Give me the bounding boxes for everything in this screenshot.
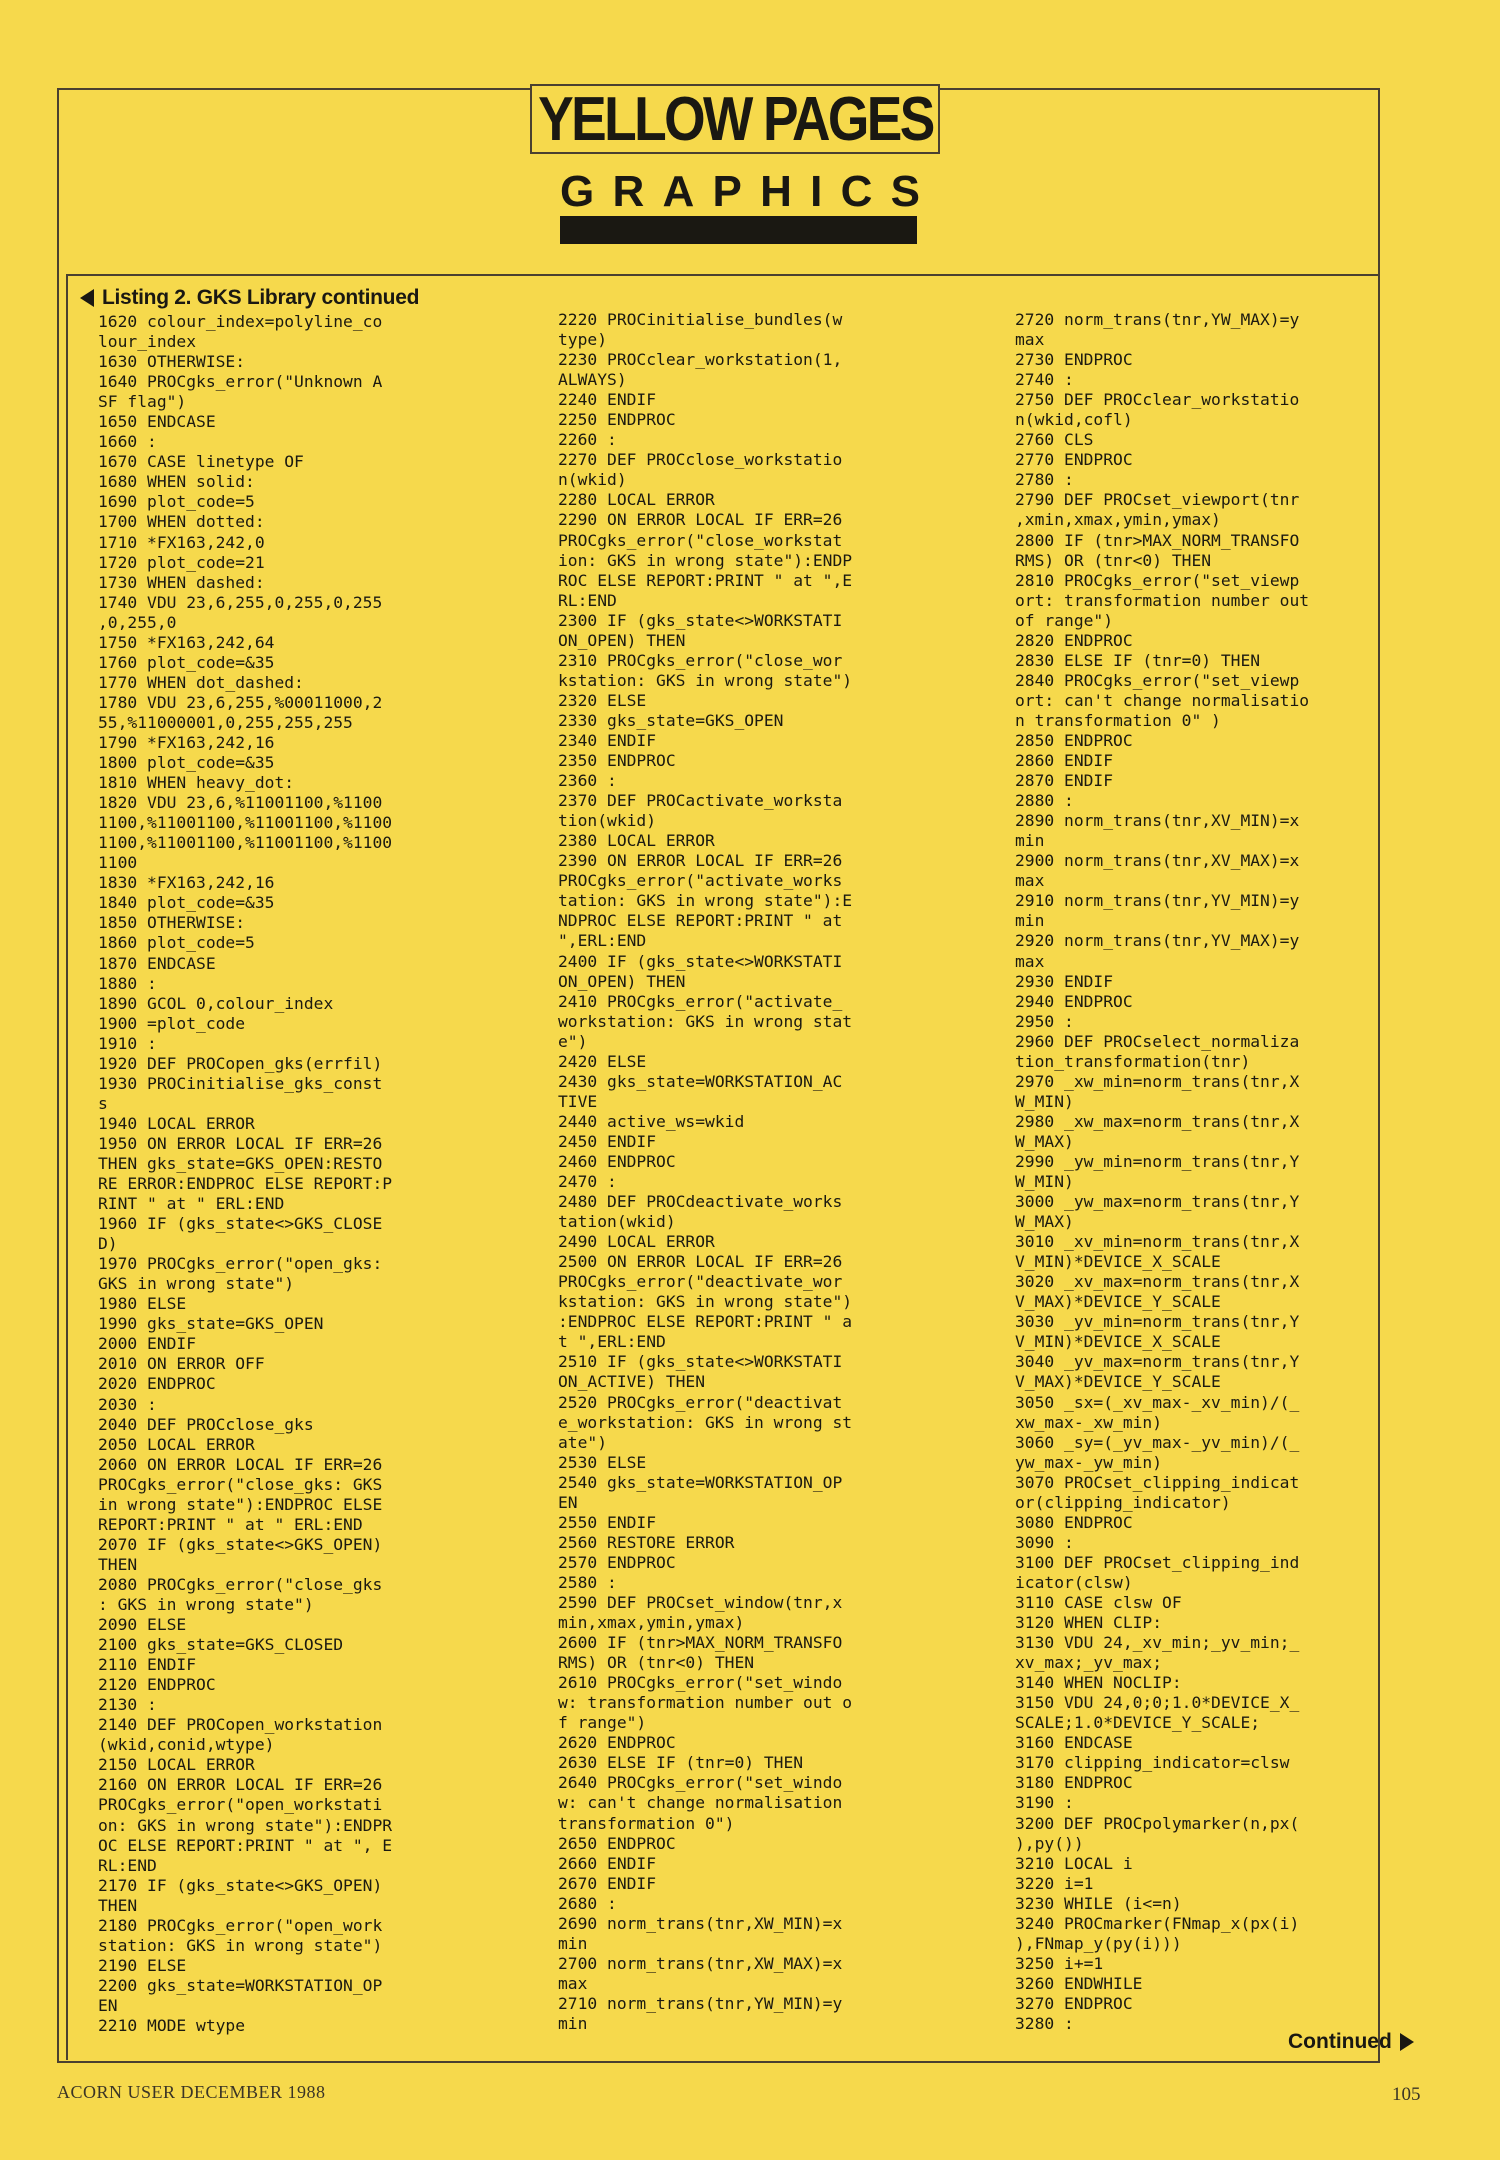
code-line: on: GKS in wrong state"):ENDPR: [98, 1815, 393, 1835]
code-line: 1670 CASE linetype OF: [98, 452, 304, 472]
code-line: ",ERL:END: [558, 931, 647, 951]
code-line: 2930 ENDIF: [1015, 971, 1114, 991]
code-line: 55,%11000001,0,255,255,255: [98, 712, 353, 732]
section-letter: H: [760, 167, 792, 216]
code-line: 2180 PROCgks_error("open_work: [98, 1915, 383, 1935]
code-line: t ",ERL:END: [558, 1332, 666, 1352]
code-line: min: [558, 2013, 588, 2033]
code-line: 2650 ENDPROC: [558, 1833, 676, 1853]
code-line: W_MIN): [1015, 1091, 1074, 1111]
code-line: 2950 :: [1015, 1011, 1074, 1031]
code-line: : GKS in wrong state"): [98, 1595, 314, 1614]
code-column-3: [1015, 310, 1415, 2034]
code-line: V_MIN)*DEVICE_X_SCALE: [1015, 1332, 1221, 1352]
code-line: 2010 ON ERROR OFF: [98, 1354, 265, 1374]
code-line: tion(wkid): [558, 811, 657, 831]
code-line: kstation: GKS in wrong state"): [558, 1292, 853, 1312]
code-line: 2430 gks_state=WORKSTATION_AC: [558, 1071, 843, 1091]
code-line: 1870 ENDCASE: [98, 953, 216, 973]
code-line: 3270 ENDPROC: [1015, 1993, 1133, 2013]
code-line: 3250 i+=1: [1015, 1953, 1104, 1973]
code-line: 1640 PROCgks_error("Unknown A: [98, 372, 383, 392]
code-line: 1710 *FX163,242,0: [98, 532, 265, 552]
code-line: ,0,255,0: [98, 612, 177, 632]
code-line: 2080 PROCgks_error("close_gks: [98, 1574, 383, 1594]
code-line: SF flag"): [98, 392, 187, 412]
code-line: 1770 WHEN dot_dashed:: [98, 672, 304, 692]
code-line: 2530 ELSE: [558, 1452, 647, 1472]
code-line: 2090 ELSE: [98, 1615, 187, 1635]
code-line: 1950 ON ERROR LOCAL IF ERR=26: [98, 1133, 383, 1153]
code-line: type): [558, 330, 608, 350]
code-line: 2770 ENDPROC: [1015, 450, 1133, 470]
code-line: PROCgks_error("close_workstat: [558, 530, 843, 550]
code-line: 3260 ENDWHILE: [1015, 1973, 1143, 1993]
code-line: 2250 ENDPROC: [558, 410, 676, 430]
code-line: 1840 plot_code=&35: [98, 893, 275, 913]
code-line: xw_max-_xw_min): [1015, 1412, 1163, 1432]
code-line: 2740 :: [1015, 370, 1074, 390]
code-line: tation(wkid): [558, 1212, 676, 1232]
code-line: 2630 ELSE IF (tnr=0) THEN: [558, 1753, 804, 1773]
code-line: 1740 VDU 23,6,255,0,255,0,255: [98, 592, 383, 612]
code-line: 2620 ENDPROC: [558, 1733, 676, 1753]
code-line: 1630 OTHERWISE:: [98, 352, 246, 372]
code-line: 3000 _yw_max=norm_trans(tnr,Y: [1015, 1192, 1300, 1212]
code-line: 2470 :: [558, 1172, 617, 1192]
code-line: 1980 ELSE: [98, 1294, 187, 1314]
code-line: 2190 ELSE: [98, 1955, 187, 1975]
code-line: 2870 ENDIF: [1015, 771, 1114, 791]
code-line: 2940 ENDPROC: [1015, 991, 1133, 1011]
code-line: 2690 norm_trans(tnr,XW_MIN)=x: [558, 1913, 843, 1933]
code-line: 2450 ENDIF: [558, 1131, 657, 1151]
code-line: 2340 ENDIF: [558, 730, 657, 750]
code-line: 3230 WHILE (i<=n): [1015, 1893, 1182, 1913]
code-line: 1650 ENDCASE: [98, 412, 216, 432]
code-line: 2310 PROCgks_error("close_wor: [558, 650, 843, 670]
code-line: 2850 ENDPROC: [1015, 730, 1133, 750]
code-line: 2570 ENDPROC: [558, 1552, 676, 1572]
section-letter: I: [810, 167, 823, 216]
code-line: ON_OPEN) THEN: [558, 971, 686, 991]
code-line: 2390 ON ERROR LOCAL IF ERR=26: [558, 851, 843, 871]
code-line: THEN gks_state=GKS_OPEN:RESTO: [98, 1153, 383, 1173]
code-line: 2200 gks_state=WORKSTATION_OP: [98, 1975, 383, 1995]
magazine-footer: ACORN USER DECEMBER 1988: [57, 2082, 326, 2102]
code-line: 2410 PROCgks_error("activate_: [558, 991, 843, 1011]
code-line: 2610 PROCgks_error("set_windo: [558, 1673, 843, 1693]
code-line: 2070 IF (gks_state<>GKS_OPEN): [98, 1534, 383, 1554]
code-line: 1620 colour_index=polyline_co: [98, 312, 383, 331]
code-line: PROCgks_error("activate_works: [558, 871, 843, 891]
code-line: ),FNmap_y(py(i))): [1015, 1933, 1182, 1953]
code-line: V_MAX)*DEVICE_Y_SCALE: [1015, 1292, 1221, 1312]
code-line: or(clipping_indicator): [1015, 1492, 1231, 1512]
code-line: RINT " at " ERL:END: [98, 1194, 285, 1214]
code-line: 2820 ENDPROC: [1015, 630, 1133, 650]
code-line: max: [1015, 330, 1045, 350]
code-line: 2890 norm_trans(tnr,XV_MIN)=x: [1015, 811, 1300, 831]
code-line: 1970 PROCgks_error("open_gks:: [98, 1254, 383, 1274]
code-line: 2480 DEF PROCdeactivate_works: [558, 1192, 843, 1212]
code-line: max: [558, 1973, 588, 1993]
code-line: 2970 _xw_min=norm_trans(tnr,X: [1015, 1071, 1300, 1091]
code-line: 2030 :: [98, 1394, 157, 1414]
code-line: 2660 ENDIF: [558, 1853, 657, 1873]
code-line: yw_max-_yw_min): [1015, 1452, 1163, 1472]
code-line: ort: transformation number out: [1015, 590, 1310, 610]
code-line: 1100,%11001100,%11001100,%1100: [98, 813, 393, 833]
code-line: min: [1015, 911, 1045, 931]
code-line: 2540 gks_state=WORKSTATION_OP: [558, 1472, 843, 1492]
section-heading: [560, 166, 920, 218]
code-line: ON_ACTIVE) THEN: [558, 1372, 706, 1392]
code-line: 2840 PROCgks_error("set_viewp: [1015, 670, 1300, 690]
code-line: REPORT:PRINT " at " ERL:END: [98, 1514, 363, 1534]
code-line: 2270 DEF PROCclose_workstatio: [558, 450, 843, 470]
code-line: 3030 _yv_min=norm_trans(tnr,Y: [1015, 1312, 1300, 1332]
code-line: 2800 IF (tnr>MAX_NORM_TRANSFO: [1015, 530, 1300, 550]
code-line: 2400 IF (gks_state<>WORKSTATI: [558, 951, 843, 971]
code-line: 1780 VDU 23,6,255,%00011000,2: [98, 692, 383, 712]
listing-title: Listing 2. GKS Library continued: [102, 286, 420, 309]
code-line: 1930 PROCinitialise_gks_const: [98, 1073, 383, 1093]
code-line: 3020 _xv_max=norm_trans(tnr,X: [1015, 1272, 1300, 1292]
code-line: 1750 *FX163,242,64: [98, 632, 275, 652]
code-line: max: [1015, 951, 1045, 971]
code-line: D): [98, 1234, 118, 1254]
code-line: min,xmax,ymin,ymax): [558, 1613, 745, 1633]
code-line: 3010 _xv_min=norm_trans(tnr,X: [1015, 1232, 1300, 1252]
code-line: f range"): [558, 1713, 647, 1733]
code-line: 2510 IF (gks_state<>WORKSTATI: [558, 1352, 843, 1372]
code-line: 2220 PROCinitialise_bundles(w: [558, 310, 843, 329]
code-line: n(wkid): [558, 470, 627, 490]
code-line: 2750 DEF PROCclear_workstatio: [1015, 390, 1300, 410]
code-line: station: GKS in wrong state"): [98, 1935, 383, 1955]
code-line: s: [98, 1093, 108, 1113]
code-line: 1960 IF (gks_state<>GKS_CLOSE: [98, 1214, 383, 1234]
code-line: 2710 norm_trans(tnr,YW_MIN)=y: [558, 1993, 843, 2013]
code-line: 2100 gks_state=GKS_CLOSED: [98, 1635, 344, 1655]
code-line: 1100,%11001100,%11001100,%1100: [98, 833, 393, 853]
code-line: PROCgks_error("close_gks: GKS: [98, 1474, 383, 1494]
code-line: 1860 plot_code=5: [98, 933, 255, 953]
code-line: 2210 MODE wtype: [98, 2015, 246, 2035]
code-line: 1790 *FX163,242,16: [98, 732, 275, 752]
code-line: 1890 GCOL 0,colour_index: [98, 993, 334, 1013]
code-line: 3240 PROCmarker(FNmap_x(px(i): [1015, 1913, 1300, 1933]
code-line: OC ELSE REPORT:PRINT " at ", E: [98, 1835, 393, 1855]
code-line: 3080 ENDPROC: [1015, 1512, 1133, 1532]
code-line: 1100: [98, 853, 138, 873]
section-letter: A: [662, 167, 695, 216]
continued-link: [1288, 2030, 1414, 2054]
code-line: ),py()): [1015, 1833, 1084, 1853]
code-line: 3040 _yv_max=norm_trans(tnr,Y: [1015, 1352, 1300, 1372]
code-line: V_MAX)*DEVICE_Y_SCALE: [1015, 1372, 1221, 1392]
code-line: workstation: GKS in wrong stat: [558, 1011, 853, 1031]
code-line: 2160 ON ERROR LOCAL IF ERR=26: [98, 1775, 383, 1795]
code-line: 3220 i=1: [1015, 1873, 1094, 1893]
code-line: 2640 PROCgks_error("set_windo: [558, 1773, 843, 1793]
code-line: 1800 plot_code=&35: [98, 753, 275, 773]
listing-heading: [80, 286, 419, 310]
code-line: RL:END: [98, 1855, 157, 1875]
code-line: 2860 ENDIF: [1015, 751, 1114, 771]
code-line: n(wkid,cofl): [1015, 410, 1133, 430]
code-line: min: [558, 1933, 588, 1953]
code-line: 3100 DEF PROCset_clipping_ind: [1015, 1552, 1300, 1572]
code-line: w: transformation number out o: [558, 1693, 853, 1713]
code-line: 3180 ENDPROC: [1015, 1773, 1133, 1793]
code-line: 2260 :: [558, 430, 617, 450]
code-line: tation: GKS in wrong state"):E: [558, 891, 853, 911]
code-line: 1680 WHEN solid:: [98, 472, 255, 492]
code-line: 2580 :: [558, 1572, 617, 1592]
code-line: 3160 ENDCASE: [1015, 1733, 1133, 1753]
section-letter: P: [712, 167, 742, 216]
code-line: 2380 LOCAL ERROR: [558, 831, 715, 851]
section-bar: [560, 216, 917, 244]
code-line: 3070 PROCset_clipping_indicat: [1015, 1472, 1300, 1492]
code-line: 2880 :: [1015, 791, 1074, 811]
code-line: 2330 gks_state=GKS_OPEN: [558, 710, 784, 730]
code-line: xv_max;_yv_max;: [1015, 1653, 1163, 1673]
code-line: 2140 DEF PROCopen_workstation: [98, 1715, 383, 1735]
code-line: 2460 ENDPROC: [558, 1151, 676, 1171]
code-line: 2600 IF (tnr>MAX_NORM_TRANSFO: [558, 1633, 843, 1653]
code-line: NDPROC ELSE REPORT:PRINT " at: [558, 911, 843, 931]
code-line: 2240 ENDIF: [558, 390, 657, 410]
code-line: e"): [558, 1031, 588, 1051]
code-line: ort: can't change normalisatio: [1015, 690, 1310, 710]
code-line: 2130 :: [98, 1695, 157, 1715]
code-column-1: [98, 312, 498, 2036]
code-line: 2790 DEF PROCset_viewport(tnr: [1015, 490, 1300, 510]
code-line: 2760 CLS: [1015, 430, 1094, 450]
code-line: 2900 norm_trans(tnr,XV_MAX)=x: [1015, 851, 1300, 871]
code-line: of range"): [1015, 610, 1114, 630]
code-line: kstation: GKS in wrong state"): [558, 670, 853, 690]
code-line: tion_transformation(tnr): [1015, 1051, 1251, 1071]
code-line: 2490 LOCAL ERROR: [558, 1232, 715, 1252]
code-line: W_MAX): [1015, 1212, 1074, 1232]
code-line: 2020 ENDPROC: [98, 1374, 216, 1394]
code-line: 3110 CASE clsw OF: [1015, 1593, 1182, 1612]
code-line: 1810 WHEN heavy_dot:: [98, 773, 295, 793]
code-line: 3190 :: [1015, 1793, 1074, 1813]
code-line: 1720 plot_code=21: [98, 552, 265, 572]
code-line: ON_OPEN) THEN: [558, 630, 686, 650]
code-line: 1940 LOCAL ERROR: [98, 1113, 255, 1133]
code-line: 1760 plot_code=&35: [98, 652, 275, 672]
code-line: 2110 ENDIF: [98, 1655, 197, 1675]
code-line: :ENDPROC ELSE REPORT:PRINT " a: [558, 1312, 853, 1332]
code-line: transformation 0"): [558, 1813, 735, 1833]
code-line: w: can't change normalisation: [558, 1793, 843, 1813]
code-line: 2290 ON ERROR LOCAL IF ERR=26: [558, 510, 843, 530]
code-line: e_workstation: GKS in wrong st: [558, 1412, 853, 1432]
arrow-left-icon: [80, 289, 94, 307]
code-line: THEN: [98, 1554, 138, 1574]
code-line: 2810 PROCgks_error("set_viewp: [1015, 570, 1300, 590]
code-line: 2420 ELSE: [558, 1051, 647, 1071]
code-line: 2520 PROCgks_error("deactivat: [558, 1392, 843, 1412]
code-line: icator(clsw): [1015, 1572, 1133, 1592]
code-line: 2960 DEF PROCselect_normaliza: [1015, 1031, 1300, 1051]
code-column-2: [558, 310, 958, 2034]
code-line: RMS) OR (tnr<0) THEN: [558, 1653, 755, 1673]
section-letter: R: [612, 167, 645, 216]
code-line: 2730 ENDPROC: [1015, 350, 1133, 370]
code-line: 1990 gks_state=GKS_OPEN: [98, 1314, 324, 1334]
code-line: 1690 plot_code=5: [98, 492, 255, 512]
code-line: PROCgks_error("deactivate_wor: [558, 1272, 843, 1292]
code-line: 2300 IF (gks_state<>WORKSTATI: [558, 610, 843, 630]
code-line: 3120 WHEN CLIP:: [1015, 1613, 1163, 1633]
code-line: 3090 :: [1015, 1532, 1074, 1552]
code-line: EN: [558, 1492, 578, 1512]
code-line: 2360 :: [558, 771, 617, 791]
code-line: 2980 _xw_max=norm_trans(tnr,X: [1015, 1111, 1300, 1131]
code-line: 2700 norm_trans(tnr,XW_MAX)=x: [558, 1953, 843, 1973]
code-line: 2550 ENDIF: [558, 1512, 657, 1532]
section-letter: G: [560, 167, 595, 216]
code-line: W_MAX): [1015, 1131, 1074, 1151]
code-line: 2170 IF (gks_state<>GKS_OPEN): [98, 1875, 383, 1895]
code-line: TIVE: [558, 1091, 598, 1111]
code-line: 2320 ELSE: [558, 690, 647, 710]
arrow-right-icon: [1400, 2033, 1414, 2051]
code-line: 2990 _yw_min=norm_trans(tnr,Y: [1015, 1151, 1300, 1171]
code-line: PROCgks_error("open_workstati: [98, 1795, 383, 1815]
code-line: 2050 LOCAL ERROR: [98, 1434, 255, 1454]
code-line: 3210 LOCAL i: [1015, 1853, 1133, 1873]
code-line: 2040 DEF PROCclose_gks: [98, 1414, 314, 1434]
code-line: EN: [98, 1995, 118, 2015]
code-line: 3140 WHEN NOCLIP:: [1015, 1673, 1182, 1693]
code-line: n transformation 0" ): [1015, 710, 1221, 730]
code-line: 1900 =plot_code: [98, 1013, 246, 1033]
code-line: V_MIN)*DEVICE_X_SCALE: [1015, 1252, 1221, 1272]
code-line: GKS in wrong state"): [98, 1274, 295, 1294]
code-line: 2280 LOCAL ERROR: [558, 490, 715, 510]
code-line: 2830 ELSE IF (tnr=0) THEN: [1015, 650, 1261, 670]
code-line: 1880 :: [98, 973, 157, 993]
code-line: 3060 _sy=(_yv_max-_yv_min)/(_: [1015, 1432, 1300, 1452]
code-line: 3130 VDU 24,_xv_min;_yv_min;_: [1015, 1633, 1300, 1653]
code-line: 2560 RESTORE ERROR: [558, 1532, 735, 1552]
code-line: W_MIN): [1015, 1172, 1074, 1192]
continued-label: Continued: [1288, 2030, 1392, 2053]
code-line: 2370 DEF PROCactivate_worksta: [558, 791, 843, 811]
page-number: 105: [1392, 2084, 1421, 2105]
code-line: 1660 :: [98, 432, 157, 452]
code-line: 3170 clipping_indicator=clsw: [1015, 1753, 1290, 1773]
code-line: ion: GKS in wrong state"):ENDP: [558, 550, 853, 570]
code-line: ,xmin,xmax,ymin,ymax): [1015, 510, 1221, 530]
code-line: (wkid,conid,wtype): [98, 1735, 275, 1755]
code-line: 1820 VDU 23,6,%11001100,%1100: [98, 793, 383, 813]
code-line: 2440 active_ws=wkid: [558, 1111, 745, 1131]
code-line: max: [1015, 871, 1045, 891]
page-title: YELLOW PAGES: [537, 84, 933, 154]
code-line: RMS) OR (tnr<0) THEN: [1015, 550, 1212, 570]
code-line: 2780 :: [1015, 470, 1074, 490]
code-line: 2060 ON ERROR LOCAL IF ERR=26: [98, 1454, 383, 1474]
code-line: 3200 DEF PROCpolymarker(n,px(: [1015, 1813, 1300, 1833]
code-line: 1830 *FX163,242,16: [98, 873, 275, 893]
masthead: [530, 84, 940, 154]
code-line: SCALE;1.0*DEVICE_Y_SCALE;: [1015, 1713, 1261, 1733]
code-line: 2720 norm_trans(tnr,YW_MAX)=y: [1015, 310, 1300, 329]
code-line: 1730 WHEN dashed:: [98, 572, 265, 592]
section-letter: C: [840, 167, 873, 216]
code-line: 3280 :: [1015, 2013, 1074, 2033]
code-line: min: [1015, 831, 1045, 851]
code-line: 2590 DEF PROCset_window(tnr,x: [558, 1593, 843, 1612]
code-line: 2910 norm_trans(tnr,YV_MIN)=y: [1015, 891, 1300, 911]
code-line: RL:END: [558, 590, 617, 610]
code-line: 2670 ENDIF: [558, 1873, 657, 1893]
code-line: ate"): [558, 1432, 608, 1452]
code-line: 2350 ENDPROC: [558, 751, 676, 771]
code-line: 2150 LOCAL ERROR: [98, 1755, 255, 1775]
code-line: 2230 PROCclear_workstation(1,: [558, 350, 843, 370]
code-line: ALWAYS): [558, 370, 627, 390]
code-line: 2920 norm_trans(tnr,YV_MAX)=y: [1015, 931, 1300, 951]
code-line: 2000 ENDIF: [98, 1334, 197, 1354]
code-line: RE ERROR:ENDPROC ELSE REPORT:P: [98, 1174, 393, 1194]
code-line: 1910 :: [98, 1033, 157, 1053]
code-line: ROC ELSE REPORT:PRINT " at ",E: [558, 570, 853, 590]
code-line: 3150 VDU 24,0;0;1.0*DEVICE_X_: [1015, 1693, 1300, 1713]
section-letter: S: [890, 167, 920, 216]
code-line: 2500 ON ERROR LOCAL IF ERR=26: [558, 1252, 843, 1272]
code-line: 1700 WHEN dotted:: [98, 512, 265, 532]
code-line: THEN: [98, 1895, 138, 1915]
code-line: 2680 :: [558, 1893, 617, 1913]
code-line: 3050 _sx=(_xv_max-_xv_min)/(_: [1015, 1392, 1300, 1412]
code-line: lour_index: [98, 332, 197, 352]
code-line: 1920 DEF PROCopen_gks(errfil): [98, 1053, 383, 1073]
code-line: in wrong state"):ENDPROC ELSE: [98, 1494, 383, 1514]
code-line: 2120 ENDPROC: [98, 1675, 216, 1695]
code-line: 1850 OTHERWISE:: [98, 913, 246, 933]
